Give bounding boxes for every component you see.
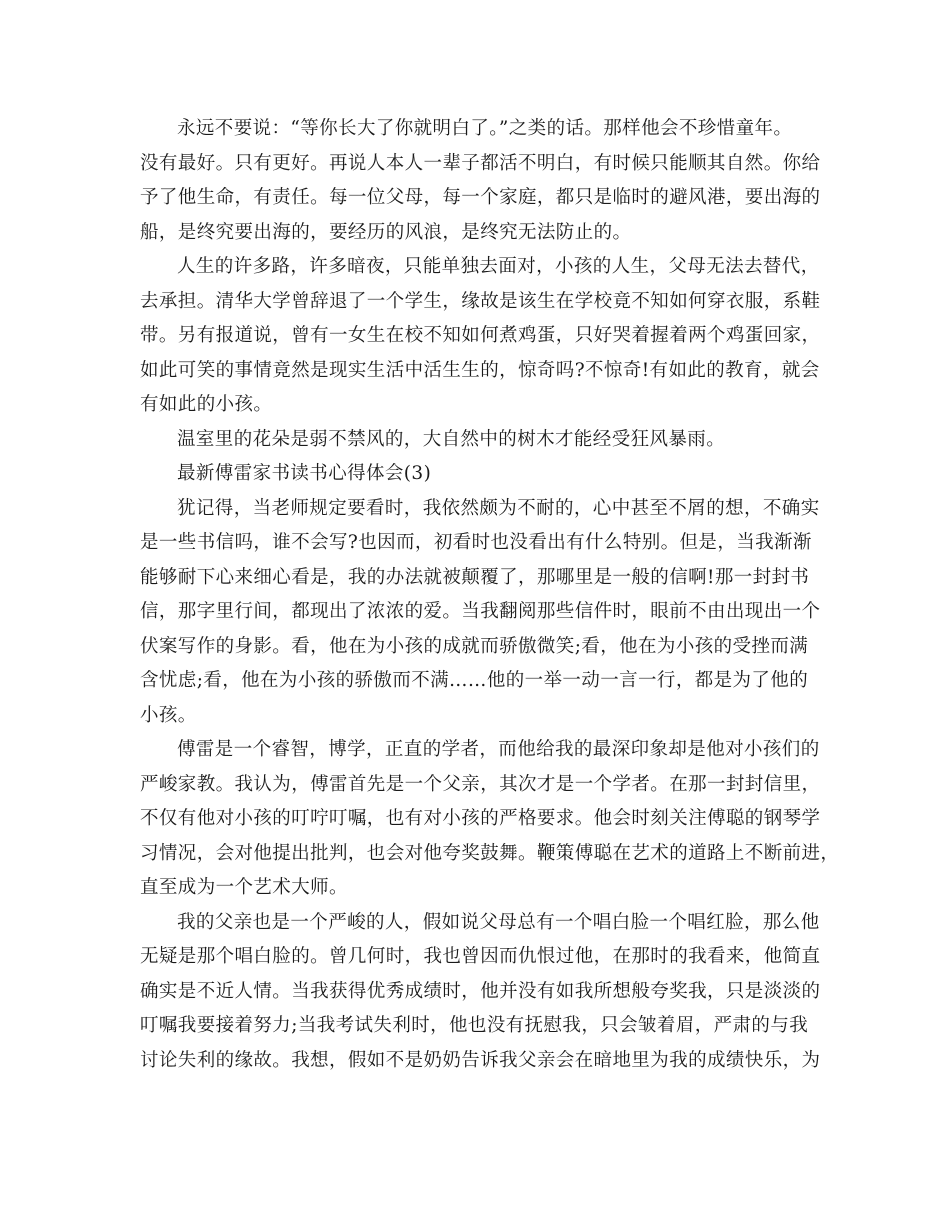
document-body	[140, 112, 840, 1078]
paragraph-7	[140, 906, 821, 1079]
text-line: 带。另有报道说，曾有一女生在校不知如何煮鸡蛋，只好哭着握着两个鸡蛋回家，	[140, 325, 821, 346]
section-heading	[140, 457, 810, 492]
text-line: 如此可笑的事情竟然是现实生活中活生生的，惊奇吗?不惊奇!有如此的教育，就会	[140, 359, 820, 381]
text-line: 永远不要说：“等你长大了你就明白了。”之类的话。那样他会不珍惜童年。	[177, 118, 793, 139]
text-line: 确实是不近人情。当我获得优秀成绩时，他并没有如我所想般夸奖我，只是淡淡的	[140, 980, 821, 1002]
text-line: 傅雷是一个睿智，博学，正直的学者，而他给我的最深印象却是他对小孩们的	[177, 739, 820, 760]
paragraph-5	[140, 492, 821, 734]
text-line: 信，那字里行间，都现出了浓浓的爱。当我翻阅那些信件时，眼前不由出现出一个	[140, 601, 821, 622]
text-line: 伏案写作的身影。看，他在为小孩的成就而骄傲微笑;看，他在为小孩的受挫而满	[140, 635, 809, 657]
text-line: 我的父亲也是一个严峻的人，假如说父母总有一个唱白脸一个唱红脸，那么他	[177, 911, 820, 933]
paragraph-2	[140, 250, 821, 423]
text-line: 能够耐下心来细心看是，我的办法就被颠覆了，那哪里是一般的信啊!那一封封书	[140, 566, 810, 588]
text-line: 无疑是那个唱白脸的。曾几何时，我也曾因而仇恨过他，在那时的我看来，他简直	[140, 946, 821, 967]
text-line: 犹记得，当老师规定要看时，我依然颇为不耐的，心中甚至不屑的想，不确实	[177, 497, 820, 519]
text-line: 去承担。清华大学曾辞退了一个学生，缘故是该生在学校竟不知如何穿衣服，系鞋	[140, 290, 821, 312]
text-line: 有如此的小孩。	[140, 394, 273, 415]
text-line: 船，是终究要出海的，要经历的风浪，是终究无法防止的。	[140, 221, 632, 243]
paragraph-6	[140, 733, 840, 906]
text-line: 直至成为一个艺术大师。	[140, 877, 348, 898]
text-line: 讨论失利的缘故。我想，假如不是奶奶告诉我父亲会在暗地里为我的成绩快乐，为	[140, 1049, 821, 1071]
text-line: 予了他生命，有责任。每一位父母，每一个家庭，都只是临时的避风港，要出海的	[140, 187, 821, 208]
text-line: 是一些书信吗，谁不会写?也因而，初看时也没看出有什么特别。但是，当我渐渐	[140, 532, 812, 553]
text-line: 严峻家教。我认为，傅雷首先是一个父亲，其次才是一个学者。在那一封封信里，	[140, 773, 821, 795]
paragraph-1	[140, 112, 821, 250]
text-line: 没有最好。只有更好。再说人本人一辈子都活不明白，有时候只能顺其自然。你给	[140, 152, 821, 174]
text-line: 含忧虑;看，他在为小孩的骄傲而不满……他的一举一动一言一行，都是为了他的	[140, 670, 809, 691]
text-line: 叮嘱我要接着努力;当我考试失利时，他也没有抚慰我，只会皱着眉，严肃的与我	[140, 1015, 809, 1036]
text-line: 人生的许多路，许多暗夜，只能单独去面对，小孩的人生，父母无法去替代，	[177, 256, 820, 277]
text-line: 温室里的花朵是弱不禁风的，大自然中的树木才能经受狂风暴雨。	[177, 428, 726, 450]
text-line: 习情况，会对他提出批判，也会对他夸奖鼓舞。鞭策傅聪在艺术的道路上不断前进，	[140, 842, 840, 864]
heading-text: 最新傅雷家书读书心得体会(3)	[177, 463, 432, 484]
text-line: 小孩。	[140, 704, 197, 726]
paragraph-3	[140, 423, 810, 458]
text-line: 不仅有他对小孩的叮咛叮嘱，也有对小孩的严格要求。他会时刻关注傅聪的钢琴学	[140, 808, 821, 829]
